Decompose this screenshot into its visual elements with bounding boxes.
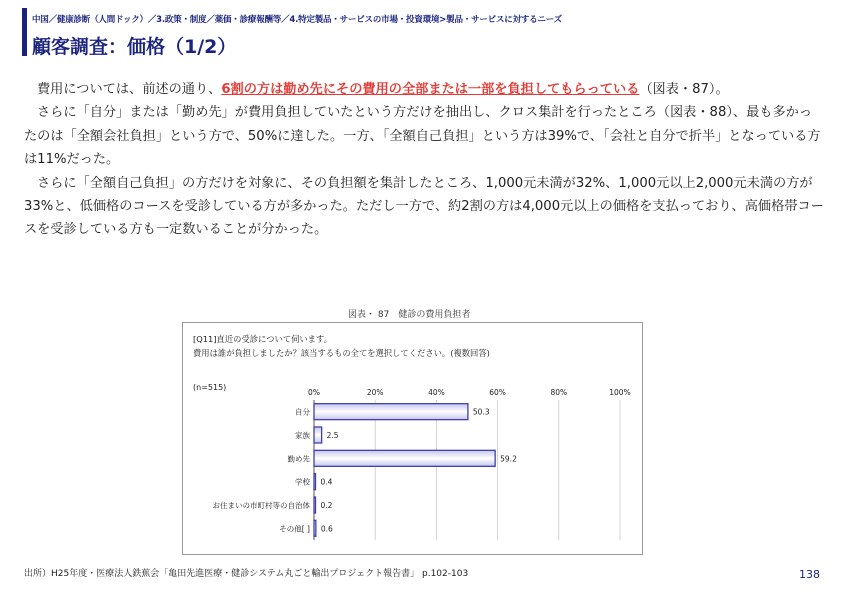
breadcrumb: 中国／健康診断（人間ドック）／3.政策・制度／薬価・診療報酬等／4.特定製品・サービスの市場・投資環境>製品・サービスに対するニーズ <box>32 15 562 25</box>
value-label: 0.2 <box>320 501 333 510</box>
question-line-1: [Q11]直近の受診について伺います。 <box>193 334 332 344</box>
category-label: 勤め先 <box>287 454 310 464</box>
x-tick-label: 80% <box>550 388 568 397</box>
source-note: 出所）H25年度・医療法人鉄蕉会「亀田先進医療・健診システム丸ごと輸出プロジェクト報告書」 p.102-103 <box>24 569 469 579</box>
bar-5 <box>314 520 316 536</box>
value-label: 2.5 <box>326 431 339 440</box>
chart-caption: 図表・ 87 健診の費用負担者 <box>348 310 471 320</box>
bar-1 <box>314 427 322 443</box>
paragraph-1-emphasis: 6割の方は勤め先にその費用の全部または一部を負担してもらっている <box>221 82 640 97</box>
x-tick-label: 20% <box>366 388 384 397</box>
sample-size-label: (n=515) <box>193 383 227 392</box>
page-number: 138 <box>799 568 820 581</box>
x-tick-label: 40% <box>428 388 445 397</box>
category-label: 学校 <box>295 477 310 487</box>
paragraph-2: さらに「自分」または「勤め先」が費用負担していたという方だけを抽出し、クロス集計を行ったところ（図表・88）、最も多かったのは「全額会社負担」という方で、50%に達した。一方、「全額自己負担」という方は39%で、「会社と自分で折半」となっている方は11%だった。 <box>24 105 821 168</box>
category-label: 家族 <box>295 431 310 440</box>
bar-2 <box>314 450 495 466</box>
title-accent-bar <box>22 8 27 56</box>
question-line-2: 費用は誰が負担しましたか？該当するもの全てを選択してください。(複数回答) <box>193 348 490 358</box>
category-label: その他[ ] <box>279 524 310 534</box>
paragraph-1-start: 費用については、前述の通り、 <box>37 82 222 97</box>
page-title: 顧客調査：価格（1/2） <box>32 36 237 58</box>
chart-frame <box>182 322 643 555</box>
value-label: 0.4 <box>320 477 333 487</box>
bar-chart <box>183 323 644 556</box>
x-tick-label: 100% <box>609 388 631 397</box>
bar-3 <box>314 474 316 490</box>
x-tick-label: 0% <box>308 388 320 397</box>
paragraph-1-end: （図表・87）。 <box>639 82 729 97</box>
category-label: 自分 <box>295 407 310 417</box>
body-text <box>24 78 824 242</box>
bar-4 <box>314 497 316 513</box>
paragraph-1 <box>24 78 824 101</box>
value-label: 50.3 <box>472 407 490 417</box>
x-tick-label: 60% <box>489 388 506 397</box>
paragraph-3: さらに「全額自己負担」の方だけを対象に、その負担額を集計したところ、1,000元未満が32%、1,000元以上2,000元未満の方が33%と、低価格のコースを受診している方が多かった。ただし一方で、約2割の方は4,000元以上の価格を支払っており、高価格帯コースを受診している方も一定数いることが分かった。 <box>24 175 824 238</box>
value-label: 59.2 <box>500 454 517 464</box>
bar-0 <box>314 404 468 420</box>
value-label: 0.6 <box>320 524 333 534</box>
category-label: お住まいの市町村等の自治体 <box>212 501 310 510</box>
